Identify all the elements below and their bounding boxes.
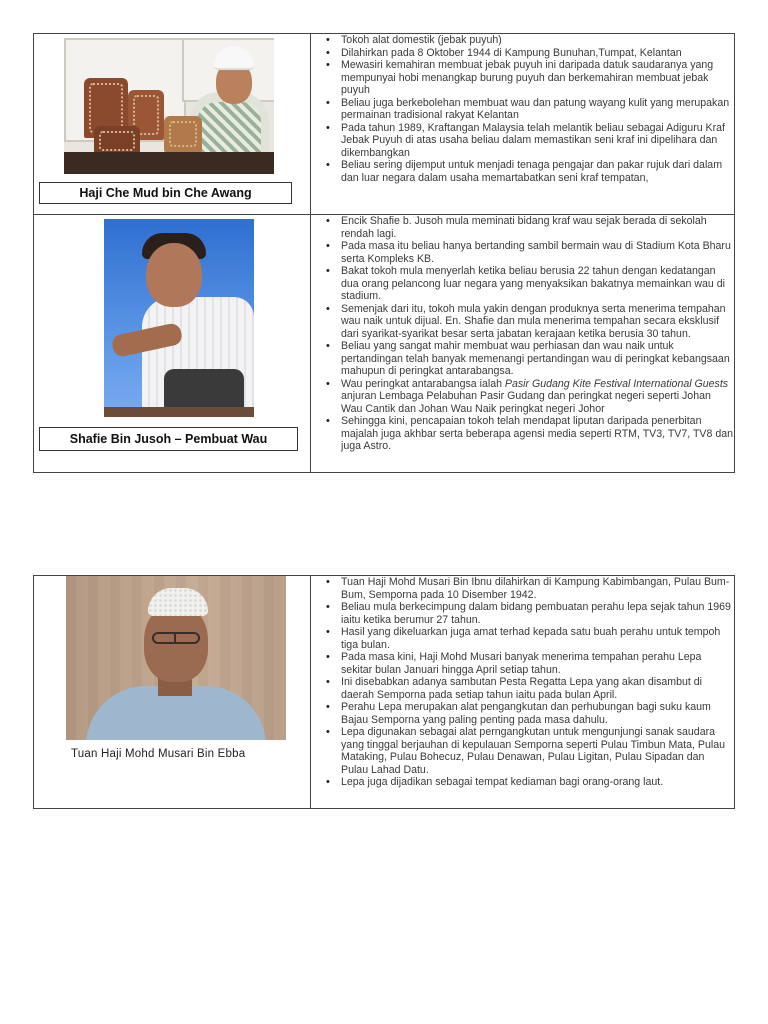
- profile-row: [34, 34, 735, 215]
- boat-maker-photo: [66, 576, 286, 740]
- list-item: • Bakat tokoh mula menyerlah ketika beliau berusia 22 tahun dengan kedatangan dua orang pelancong luar negara yang menyaksikan bakatnya memainkan wau di stadium.: [341, 265, 734, 303]
- list-item: • Semenjak dari itu, tokoh mula yakin dengan produknya serta menerima tempahan wau naik untuk dijual. En. Shafie dan mula menerima tempahan secara eksklusif dari syarikat-syarikat besar serta jabatan kerajaan ketika berusia 30 tahun.: [341, 303, 734, 341]
- profile-row: [34, 215, 735, 473]
- profile-photo-cell: [34, 34, 311, 215]
- list-item: • Tokoh alat domestik (jebak puyuh): [341, 34, 734, 47]
- profile-name-caption: Shafie Bin Jusoh – Pembuat Wau: [39, 427, 298, 451]
- list-item: • Mewasiri kemahiran membuat jebak puyuh ini daripada datuk saudaranya yang mempunyai hobi menangkap burung puyuh dan berkemahiran membuat jebak puyuh: [341, 59, 734, 97]
- profile-bullet-list: [311, 576, 734, 789]
- profile-photo-cell: [34, 576, 311, 809]
- profile-bullet-list: [311, 215, 734, 453]
- list-item: • Ini disebabkan adanya sambutan Pesta Regatta Lepa yang akan disambut di daerah Semporna pada setiap tahun iaitu pada bulan April.: [341, 676, 734, 701]
- profile-table-2: [33, 575, 735, 809]
- list-item: • Tuan Haji Mohd Musari Bin Ibnu dilahirkan di Kampung Kabimbangan, Pulau Bum-Bum, Semporna pada 10 Disember 1942.: [341, 576, 734, 601]
- profile-name-caption: Haji Che Mud bin Che Awang: [39, 182, 292, 204]
- profile-info-cell: [311, 215, 735, 473]
- profile-row: [34, 576, 735, 809]
- profile-info-cell: [311, 576, 735, 809]
- list-item: • Beliau juga berkebolehan membuat wau dan patung wayang kulit yang merupakan permainan tradisional rakyat Kelantan: [341, 97, 734, 122]
- craftsman-bird-trap-photo: [64, 38, 274, 174]
- list-item: • Beliau mula berkecimpung dalam bidang pembuatan perahu lepa sejak tahun 1969 iaitu ketika berumur 27 tahun.: [341, 601, 734, 626]
- list-item: • Beliau sering dijemput untuk menjadi tenaga pengajar dan pakar rujuk dari dalam dan luar negara dalam usaha memartabatkan seni kraf tempatan,: [341, 159, 734, 184]
- festival-name: Pasir Gudang Kite Festival International Guests: [504, 377, 729, 390]
- list-item: [341, 378, 734, 416]
- list-item: • Pada masa kini, Haji Mohd Musari banyak menerima tempahan perahu Lepa sekitar bulan Januari hingga April setiap tahun.: [341, 651, 734, 676]
- list-item: • Pada tahun 1989, Kraftangan Malaysia telah melantik beliau sebagai Adiguru Kraf Jebak Puyuh di atas usaha beliau dalam memastikan seni kraf ini dipelihara dan dikembangkan: [341, 122, 734, 160]
- list-item: • Dilahirkan pada 8 Oktober 1944 di Kampung Bunuhan,Tumpat, Kelantan: [341, 47, 734, 60]
- profile-info-cell: [311, 34, 735, 215]
- list-item: • Sehingga kini, pencapaian tokoh telah mendapat liputan daripada penerbitan majalah juga akhbar serta beberapa agensi media seperti RTM, TV3, TV7, TV8 dan juga Astro.: [341, 415, 734, 453]
- list-item: • Encik Shafie b. Jusoh mula meminati bidang kraf wau sejak berada di sekolah rendah lagi.: [341, 215, 734, 240]
- kite-maker-photo: [104, 219, 254, 417]
- list-item-text: anjuran Lembaga Pelabuhan Pasir Gudang dan peringkat negeri seperti Johan Wau Cantik dan Johan Wau Naik peringkat negeri Johor: [341, 390, 711, 415]
- profile-name-caption: Tuan Haji Mohd Musari Bin Ebba: [71, 748, 246, 760]
- list-item: • Hasil yang dikeluarkan juga amat terhad kepada satu buah perahu untuk tempoh tiga bulan.: [341, 626, 734, 651]
- list-item: • Pada masa itu beliau hanya bertanding sambil bermain wau di Stadium Kota Bharu serta Kompleks KB.: [341, 240, 734, 265]
- profile-table-1: [33, 33, 735, 473]
- list-item: • Lepa digunakan sebagai alat perngangkutan untuk mengunjungi sanak saudara yang tinggal berjauhan di kepulauan Semporna seperti Pulau Timbun Mata, Pulau Mataking, Pulau Bohecuz, Pulau Denawan, Pulau Ligitan, Pulau Sipadan dan Pulau Lahad Datu.: [341, 726, 734, 776]
- list-item: • Lepa juga dijadikan sebagai tempat kediaman bagi orang-orang laut.: [341, 776, 734, 789]
- list-item-text: Wau peringkat antarabangsa ialah: [341, 377, 505, 390]
- profile-bullet-list: [311, 34, 734, 184]
- profile-photo-cell: [34, 215, 311, 473]
- list-item: • Perahu Lepa merupakan alat pengangkutan dan perhubungan bagi suku kaum Bajau Semporna yang paling penting pada masa dahulu.: [341, 701, 734, 726]
- list-item: • Beliau yang sangat mahir membuat wau perhiasan dan wau naik untuk pertandingan telah banyak memenangi pertandingan wau di peringkat kebangsaan mahupun di peringkat antarabangsa.: [341, 340, 734, 378]
